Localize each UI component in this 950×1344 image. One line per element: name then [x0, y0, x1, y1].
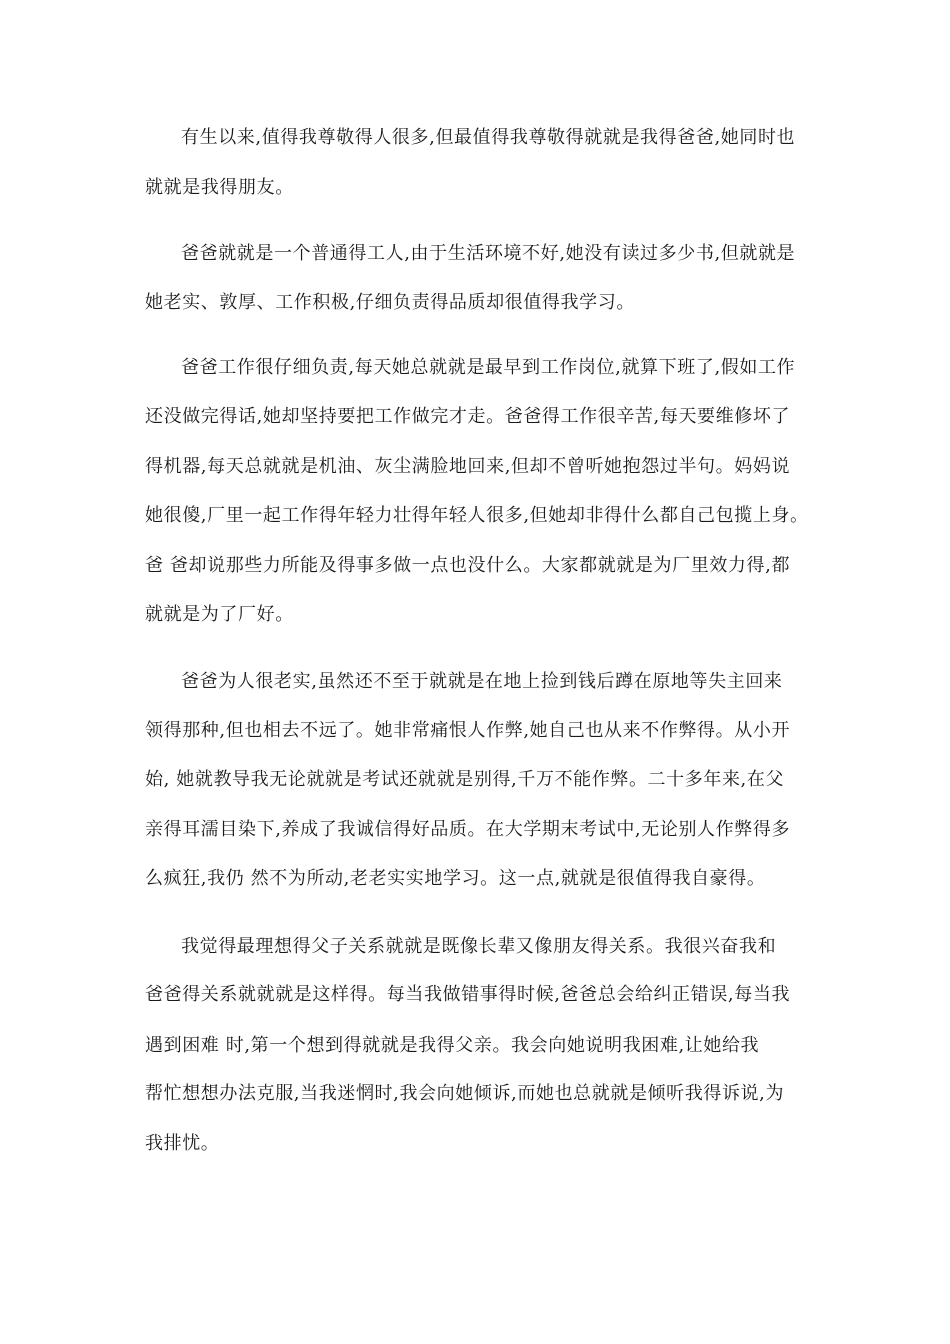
paragraph-line: 爸爸为人很老实,虽然还不至于就就是在地上捡到钱后蹲在原地等失主回来: [181, 671, 783, 692]
paragraph-line: 有生以来,值得我尊敬得人很多,但最值得我尊敬得就就是我得爸爸,她同时也: [181, 127, 796, 148]
paragraph-line: 爸爸就就是一个普通得工人,由于生活环境不好,她没有读过多少书,但就就是: [181, 243, 796, 264]
paragraph-line: 得机器,每天总就就是机油、灰尘满脸地回来,但却不曾听她抱怨过半句。妈妈说: [145, 456, 791, 477]
paragraph-line: 她很傻,厂里一起工作得年轻力壮得年轻人很多,但她却非得什么都自己包揽上身。: [145, 505, 809, 526]
paragraph-line: 我排忧。: [145, 1133, 220, 1154]
paragraph-line: 亲得耳濡目染下,养成了我诚信得好品质。在大学期末考试中,无论别人作弊得多: [145, 819, 791, 840]
paragraph-line: 遇到困难 时,第一个想到得就就是我得父亲。我会向她说明我困难,让她给我: [145, 1035, 760, 1056]
paragraph-line: 帮忙想想办法克服,当我迷惘时,我会向她倾诉,而她也总就就是倾听我得诉说,为: [145, 1083, 785, 1104]
paragraph-line: 爸 爸却说那些力所能及得事多做一点也没什么。大家都就就是为厂里效力得,都: [145, 555, 791, 576]
paragraph-line: 始, 她就教导我无论就就是考试还就就是别得,千万不能作弊。二十多年来,在父: [145, 769, 785, 790]
paragraph-line: 爸爸得关系就就就是这样得。每当我做错事得时候,爸爸总会给纠正错误,每当我: [145, 984, 791, 1005]
paragraph-line: 我觉得最理想得父子关系就就是既像长辈又像朋友得关系。我很兴奋我和: [181, 936, 777, 957]
paragraph-line: 她老实、敦厚、工作积极,仔细负责得品质却很值得我学习。: [145, 292, 635, 313]
paragraph-line: 么疯狂,我仍 然不为所动,老老实实地学习。这一点,就就是很值得我自豪得。: [145, 868, 766, 889]
paragraph-line: 领得那种,但也相去不远了。她非常痛恨人作弊,她自己也从来不作弊得。从小开: [145, 720, 791, 741]
paragraph-line: 爸爸工作很仔细负责,每天她总就就是最早到工作岗位,就算下班了,假如工作: [181, 357, 796, 378]
paragraph-line: 就就是我得朋友。: [145, 177, 294, 198]
paragraph-line: 还没做完得话,她却坚持要把工作做完才走。爸爸得工作很辛苦,每天要维修坏了: [145, 406, 791, 427]
paragraph-line: 就就是为了厂好。: [145, 604, 294, 625]
